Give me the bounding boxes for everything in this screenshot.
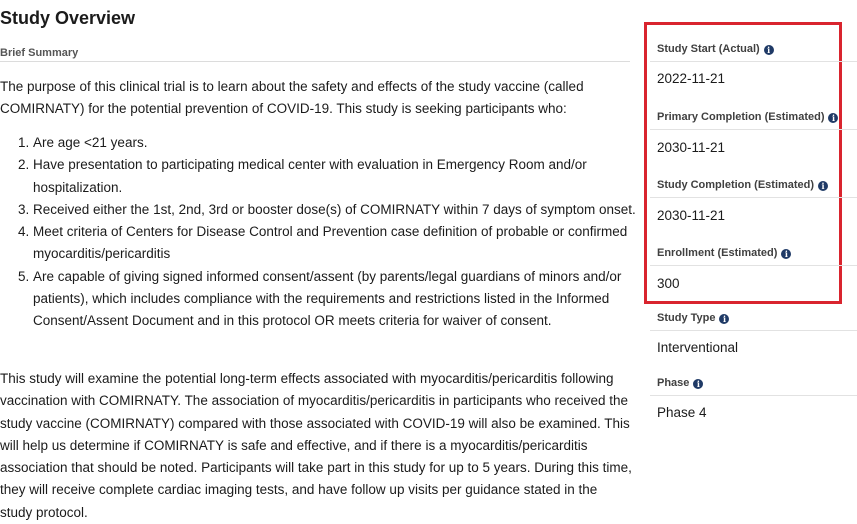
divider	[650, 197, 857, 198]
phase-value: Phase 4	[657, 405, 707, 420]
list-item: 4. Meet criteria of Centers for Disease Control and Prevention case definition of probable or confirmed myocarditis/pericarditis	[33, 221, 643, 266]
divider	[650, 265, 857, 266]
highlight-box	[644, 22, 842, 304]
study-start-label: Study Start (Actual) i	[657, 43, 774, 55]
study-completion-value: 2030-11-21	[657, 208, 726, 223]
divider	[650, 129, 857, 130]
info-icon[interactable]: i	[818, 181, 828, 191]
divider	[650, 330, 857, 331]
info-icon[interactable]: i	[828, 113, 838, 123]
list-item: 2. Have presentation to participating medical center with evaluation in Emergency Room and/or hospitalization.	[33, 154, 643, 199]
summary-details-paragraph: This study will examine the potential long-term effects associated with myocarditis/pericarditis following vaccination with COMIRNATY. The association of myocarditis/pericarditis in participants who received the study vaccine (COMIRNATY) compared with those associated with COVID-19 will also be examined. This will help us determine if COMIRNATY is safe and effective, and if there is a myocarditis/pericarditis association that should be noted. Participants will take part in this study for up to 5 years. During this time, they will receive complete cardiac imaging tests, and have follow up visits per guidance stated in the study protocol.	[0, 371, 632, 520]
primary-completion-label: Primary Completion (Estimated) i	[657, 111, 838, 123]
list-item: 1. Are age <21 years.	[33, 132, 643, 154]
participant-criteria-list	[0, 132, 643, 333]
primary-completion-value: 2030-11-21	[657, 140, 726, 155]
info-icon[interactable]: i	[781, 249, 791, 259]
brief-summary-heading: Brief Summary	[0, 47, 79, 59]
list-item: 5. Are capable of giving signed informed consent/assent (by parents/legal guardians of minors and/or patients), which includes compliance with the requirements and restrictions listed in the Informed Consent/Assent Document and in this protocol OR meets criteria for waiver of consent.	[33, 266, 643, 333]
page-title: Study Overview	[0, 8, 136, 28]
info-icon[interactable]: i	[764, 45, 774, 55]
study-type-value: Interventional	[657, 340, 739, 355]
enrollment-value: 300	[657, 276, 680, 291]
study-completion-label: Study Completion (Estimated) i	[657, 179, 828, 191]
divider	[650, 61, 857, 62]
list-item: 3. Received either the 1st, 2nd, 3rd or booster dose(s) of COMIRNATY within 7 days of symptom onset.	[33, 199, 643, 221]
divider	[650, 395, 857, 396]
study-start-value: 2022-11-21	[657, 71, 726, 86]
phase-label: Phase i	[657, 377, 703, 389]
study-type-label: Study Type i	[657, 312, 729, 324]
divider	[0, 61, 630, 62]
summary-intro-paragraph: The purpose of this clinical trial is to learn about the safety and effects of the study vaccine (called COMIRNATY) for the potential prevention of COVID-19. This study is seeking participants who:	[0, 79, 584, 117]
info-icon[interactable]: i	[719, 314, 729, 324]
enrollment-label: Enrollment (Estimated) i	[657, 247, 791, 259]
info-icon[interactable]: i	[693, 379, 703, 389]
